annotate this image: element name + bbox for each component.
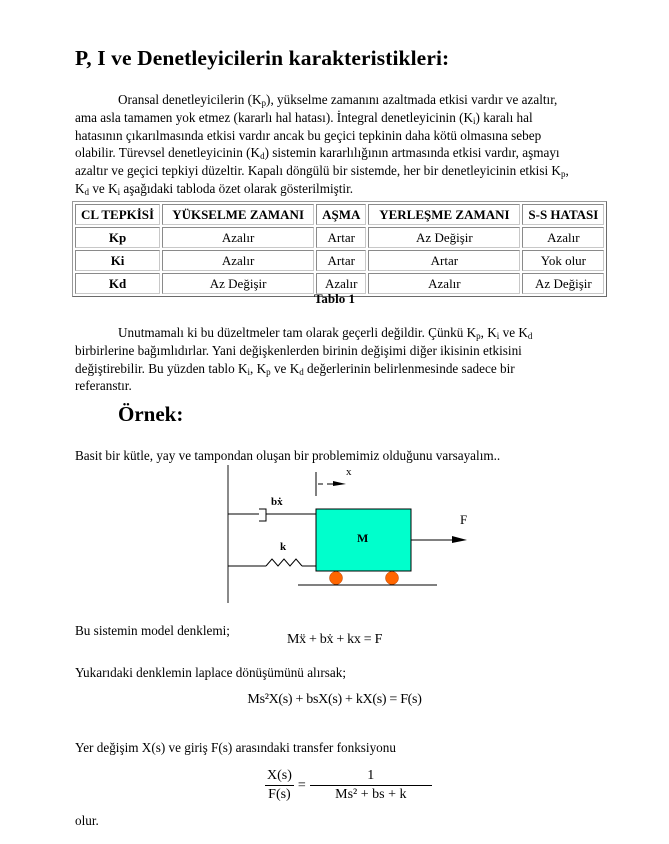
- damper-label: bẋ: [271, 496, 283, 508]
- table-row: [75, 227, 604, 248]
- column-header: CL TEPKİSİ: [75, 204, 160, 225]
- damper: [228, 509, 316, 521]
- mass-label: M: [357, 531, 369, 545]
- force-label: F: [460, 512, 468, 527]
- transfer-function-equation: [265, 768, 432, 803]
- spring-label: k: [280, 541, 287, 553]
- subscript: i: [473, 115, 476, 126]
- table-cell: Az Değişir: [162, 273, 314, 294]
- mass-spring-damper-diagram: [200, 460, 500, 610]
- table-cell: Azalır: [162, 250, 314, 271]
- column-header: YERLEŞME ZAMANI: [368, 204, 520, 225]
- lhs-fraction: [265, 768, 294, 803]
- paragraph-line: olabilir. Türevsel denetleyicinin $(K_d)$ sistemin kararlılığının artmasında etkisi vardır, aşmayı: [75, 145, 560, 162]
- page-title: P, I ve Denetleyicilerin karakteristikleri:: [75, 46, 450, 70]
- subscript: i: [117, 186, 121, 197]
- subscript: p: [560, 169, 566, 180]
- paragraph-line: Unutmamalı ki bu düzeltmeler tam olarak geçerli değildir. Çünkü $K_p$, $K_i$ ve $K_d$: [118, 325, 533, 341]
- lhs-denominator: F(s): [268, 787, 291, 802]
- force-arrow: [411, 536, 467, 543]
- subscript: d: [84, 186, 90, 197]
- displacement-label: x: [346, 466, 352, 478]
- paragraph-line: hatasının çıkarılmasında etkisi vardır ancak bu geçici tepkinin daha kötü olmasına sebep: [75, 127, 542, 143]
- column-header: AŞMA: [316, 204, 366, 225]
- paragraph-line: ama asla tamamen yok etmez (kararlı hal hatası). İntegral denetleyicinin $(K_i)$ karalı hal: [75, 109, 533, 126]
- subscript: i: [496, 331, 500, 341]
- rhs-denominator: Ms² + bs + k: [335, 787, 407, 802]
- table-cell: Artar: [316, 250, 366, 271]
- table-row: [75, 250, 604, 271]
- example-intro-text: Basit bir kütle, yay ve tampondan oluşan bir problemimiz olduğunu varsayalım..: [75, 448, 501, 463]
- row-header: Ki: [75, 250, 160, 271]
- wheel-left: [330, 572, 343, 585]
- table-cell: Azalır: [368, 273, 520, 294]
- note-paragraph: [75, 324, 615, 395]
- table-cell: Azalır: [522, 227, 604, 248]
- paragraph-line: referanstır.: [75, 378, 132, 394]
- intro-paragraph: [75, 91, 615, 198]
- column-header: YÜKSELME ZAMANI: [162, 204, 314, 225]
- table-cell: Artar: [368, 250, 520, 271]
- table-caption: Tablo 1: [313, 291, 356, 306]
- subscript: p: [266, 366, 271, 377]
- laplace-text: Yukarıdaki denklemin laplace dönüşümünü alırsak;: [75, 665, 347, 680]
- wheel-right: [386, 572, 399, 585]
- subscript: d: [299, 366, 304, 377]
- closing-text: olur.: [75, 813, 99, 828]
- subscript: d: [260, 151, 265, 162]
- subscript: d: [527, 331, 533, 341]
- laplace-equation: Ms²X(s) + bsX(s) + kX(s) = F(s): [247, 692, 422, 707]
- transfer-function-text: Yer değişim X(s) ve giriş F(s) arasındaki transfer fonksiyonu: [75, 740, 396, 755]
- rhs-numerator: 1: [310, 768, 432, 786]
- paragraph-line: $K_d$ ve $K_i$ aşağıdaki tabloda özet olarak gösterilmiştir.: [75, 180, 354, 197]
- controller-effects-table: [72, 201, 607, 297]
- subscript: i: [247, 366, 251, 377]
- model-equation-text: Bu sistemin model denklemi;: [75, 623, 230, 638]
- table-cell: Artar: [316, 227, 366, 248]
- paragraph-line: değiştirebilir. Bu yüzden tablo $K_i$, $K_p$ ve $K_d$ değerlerinin belirlenmesinde sadece bir: [75, 360, 515, 377]
- paragraph-line: birbirlerine bağımlıdırlar. Yani değişkenlerden birinin değişimi diğer ikisinin etkisini: [75, 342, 522, 358]
- row-header: Kp: [75, 227, 160, 248]
- table-cell: Azalır: [162, 227, 314, 248]
- equals-sign: =: [297, 777, 306, 793]
- table-cell: Az Değişir: [522, 273, 604, 294]
- subscript: p: [476, 331, 481, 341]
- paragraph-line: Oransal denetleyicilerin $(K_p)$, yükselme zamanını azaltmada etkisi vardır ve azaltır,: [118, 92, 558, 108]
- paragraph-line: azaltır ve geçici tepkiyi düzeltir. Kapalı döngülü bir sistemde, her bir denetleyicinin etkisi $K_p$,: [75, 163, 569, 180]
- rhs-fraction: [310, 768, 432, 803]
- displacement-marker: [316, 472, 346, 496]
- table-cell: Yok olur: [522, 250, 604, 271]
- row-header: Kd: [75, 273, 160, 294]
- spring: [228, 559, 316, 566]
- table-cell: Azalır: [316, 273, 366, 294]
- lhs-numerator: X(s): [265, 768, 294, 786]
- table-cell: Az Değişir: [368, 227, 520, 248]
- table-header-row: [75, 204, 604, 225]
- model-equation: Mẍ + bẋ + kx = F: [286, 632, 383, 647]
- column-header: S-S HATASI: [522, 204, 604, 225]
- subscript: p: [261, 98, 267, 108]
- example-heading: Örnek:: [118, 402, 184, 426]
